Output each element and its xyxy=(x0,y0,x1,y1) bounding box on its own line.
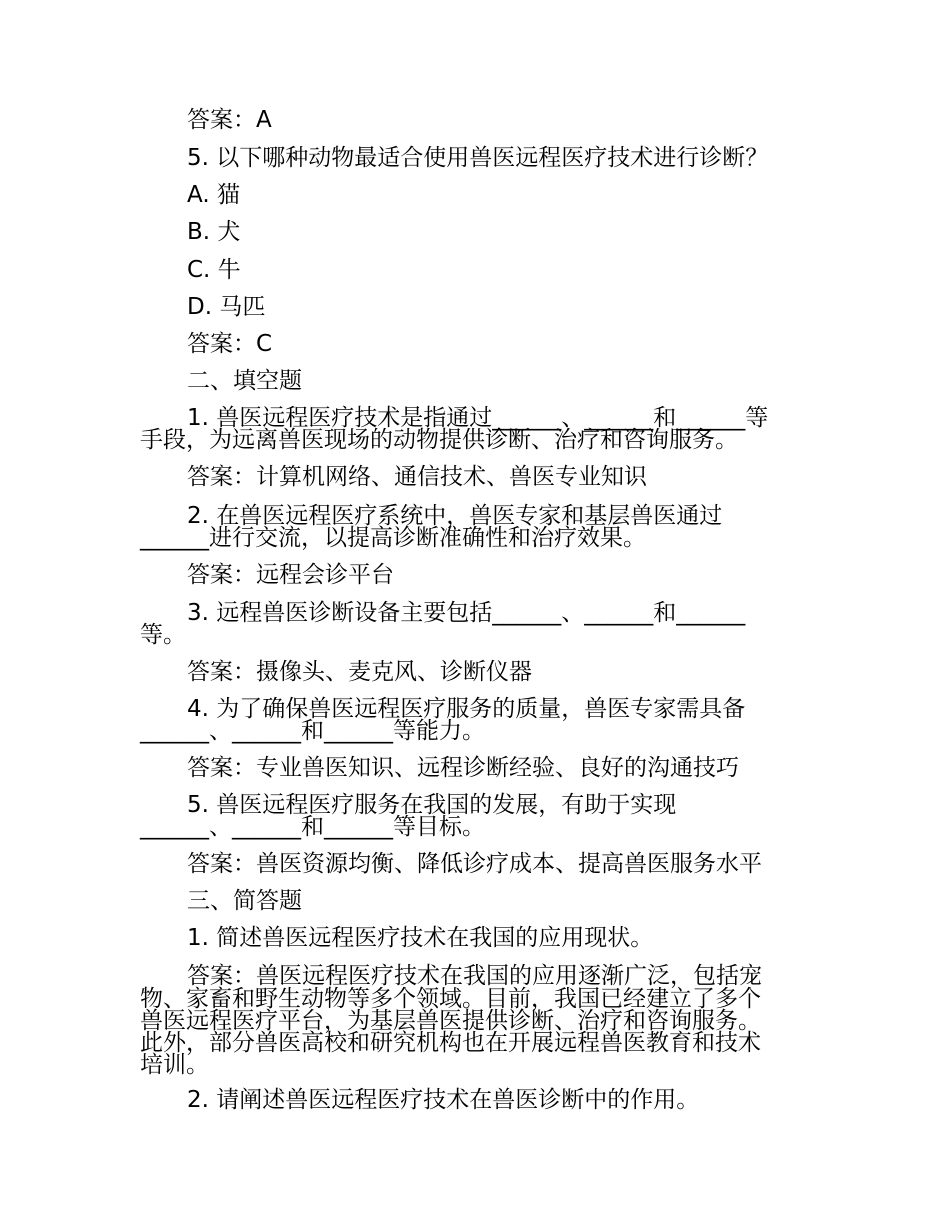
question-line: 5. 以下哪种动物最适合使用兽医远程医疗技术进行诊断？ xyxy=(187,145,769,171)
question-line: 3. 远程兽医诊断设备主要包括______、______和______ xyxy=(187,600,746,626)
answer-line: 答案：C xyxy=(187,331,273,357)
answer-continuation: 此外，部分兽医高校和研究机构也在开展远程兽医教育和技术 xyxy=(140,1030,761,1056)
question-continuation: ______、______和______等能力。 xyxy=(140,718,485,744)
question-continuation: ______进行交流，以提高诊断准确性和治疗效果。 xyxy=(140,525,646,551)
answer-continuation: 物、家畜和野生动物等多个领域。目前，我国已经建立了多个 xyxy=(140,986,761,1012)
answer-line: 答案：计算机网络、通信技术、兽医专业知识 xyxy=(187,464,647,490)
option-line: B. 犬 xyxy=(187,219,241,245)
question-continuation: 手段，为远离兽医现场的动物提供诊断、治疗和咨询服务。 xyxy=(140,427,738,453)
question-line: 4. 为了确保兽医远程医疗服务的质量，兽医专家需具备 xyxy=(187,696,746,722)
question-continuation: 等。 xyxy=(140,622,186,648)
answer-line: 答案：摄像头、麦克风、诊断仪器 xyxy=(187,659,532,685)
answer-line: 答案：兽医资源均衡、降低诊疗成本、提高兽医服务水平 xyxy=(187,851,762,877)
answer-line: 答案：专业兽医知识、远程诊断经验、良好的沟通技巧 xyxy=(187,755,739,781)
question-line: 1. 兽医远程医疗技术是指通过______、______和______等 xyxy=(187,405,769,431)
section-heading: 三、简答题 xyxy=(187,888,302,914)
option-line: A. 猫 xyxy=(187,182,240,208)
question-continuation: ______、______和______等目标。 xyxy=(140,814,485,840)
answer-line: 答案：远程会诊平台 xyxy=(187,562,394,588)
answer-line: 答案：A xyxy=(187,107,272,133)
question-line: 2. 请阐述兽医远程医疗技术在兽医诊断中的作用。 xyxy=(187,1087,700,1113)
question-line: 2. 在兽医远程医疗系统中，兽医专家和基层兽医通过 xyxy=(187,503,723,529)
question-line: 5. 兽医远程医疗服务在我国的发展，有助于实现 xyxy=(187,792,677,818)
section-heading: 二、填空题 xyxy=(187,368,302,394)
answer-line: 答案：兽医远程医疗技术在我国的应用逐渐广泛，包括宠 xyxy=(187,963,762,989)
answer-continuation: 兽医远程医疗平台，为基层兽医提供诊断、治疗和咨询服务。 xyxy=(140,1008,761,1034)
question-line: 1. 简述兽医远程医疗技术在我国的应用现状。 xyxy=(187,925,654,951)
option-line: C. 牛 xyxy=(187,257,241,283)
option-line: D. 马匹 xyxy=(187,294,266,320)
answer-continuation: 培训。 xyxy=(140,1052,209,1078)
